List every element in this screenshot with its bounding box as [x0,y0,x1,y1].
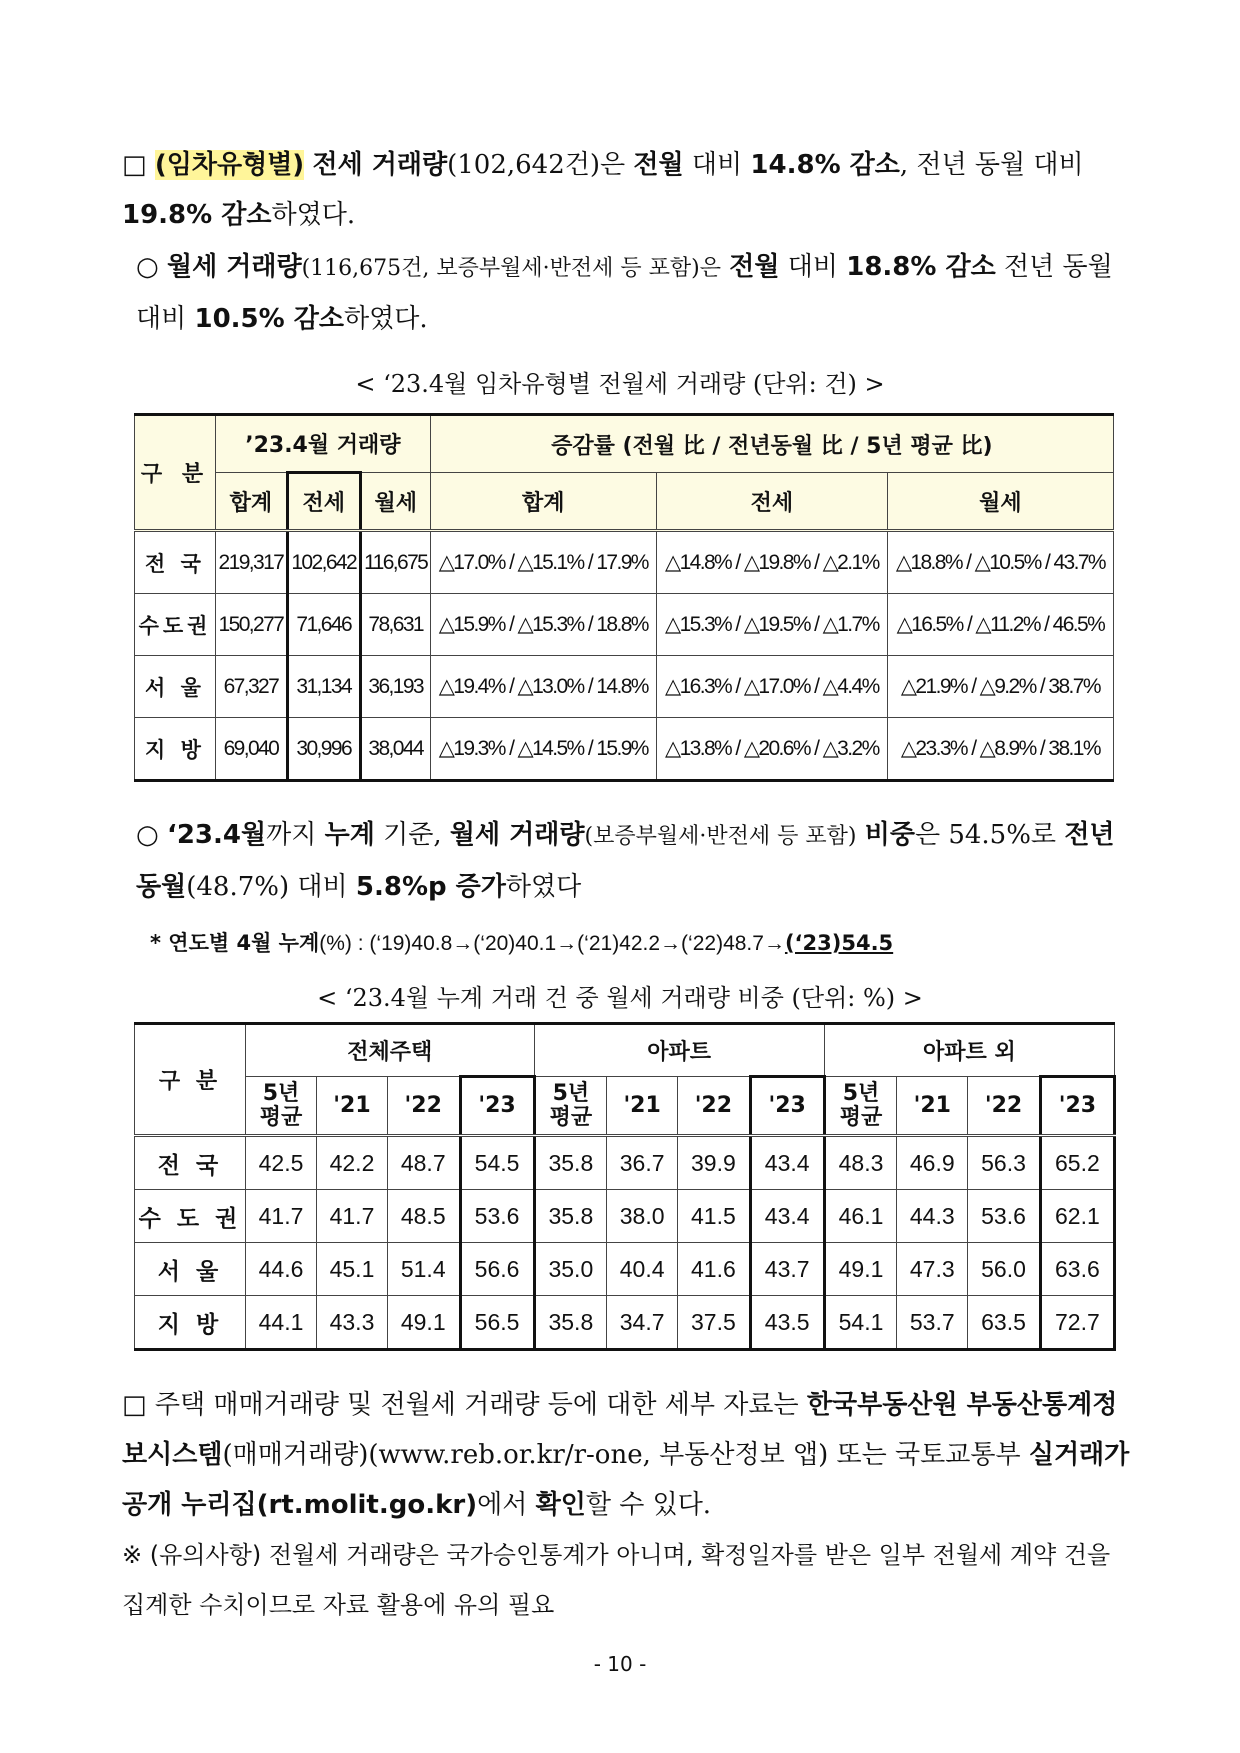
highlight-tag: (임차유형별) [154,150,305,180]
table-cell: △18.8% / △10.5% / 43.7% [887,531,1113,594]
table-cell: 56.3 [968,1136,1041,1190]
text: 확인 [535,1490,586,1520]
table-cell: 67,327 [216,656,288,718]
header-rate: 증감률 (전월 比 / 전년동월 比 / 5년 평균 比) [430,415,1113,473]
table-cell: 102,642 [287,531,360,594]
text: 18.8% 감소 [846,252,996,282]
subheader: '21 [897,1077,968,1136]
table-cell: 56.6 [460,1243,534,1296]
text: (116,675건, 보증부월세·반전세 등 포함)은 [301,256,721,281]
table-cell: 56.5 [460,1296,534,1350]
text: ‘23.4월 [166,820,267,850]
row-label: 서 울 [135,656,216,718]
table-cell: △13.8% / △20.6% / △3.2% [656,718,887,781]
row-label: 수도권 [135,594,216,656]
subheader: 5년 평균 [824,1077,897,1136]
subheader: '21 [316,1077,387,1136]
row-label: 서 울 [135,1243,246,1296]
text: 전월 [729,252,780,282]
bullet: □ [122,150,147,180]
paragraph-monthly-rent [122,242,1146,344]
table-cell: 53.6 [460,1190,534,1243]
subheader: '22 [968,1077,1041,1136]
table-cell: 53.7 [897,1296,968,1350]
subheader-2: 월세 [360,473,430,531]
table-cell: 43.5 [750,1296,824,1350]
text: * 연도별 4월 누계 [150,931,320,955]
subheader: '23 [1040,1077,1114,1136]
text: 한국부동산원 부동산통계정보시스템 [122,1390,1118,1470]
subheader: '23 [750,1077,824,1136]
text: 은 [914,820,941,850]
table-cell: 45.1 [316,1243,387,1296]
text: 까지 [266,820,317,850]
table-cell: 38.0 [607,1190,678,1243]
table-cell: 49.1 [824,1243,897,1296]
table-cell: 44.3 [897,1190,968,1243]
text: (102,642건)은 [447,150,626,180]
row-label: 전 국 [135,531,216,594]
table-cell: 69,040 [216,718,288,781]
row-label: 지 방 [135,1296,246,1350]
table-cell: △14.8% / △19.8% / △2.1% [656,531,887,594]
table-cell: 53.6 [968,1190,1041,1243]
table-cell: △19.4% / △13.0% / 14.8% [430,656,656,718]
table-cell: △15.3% / △19.5% / △1.7% [656,594,887,656]
table-cell: 43.3 [316,1296,387,1350]
table-cell: 116,675 [360,531,430,594]
table-cell: 44.6 [246,1243,317,1296]
text: 5.8%p 증가 [355,872,506,902]
table-cell: 31,134 [287,656,360,718]
group-header: 아파트 [534,1024,824,1077]
text: ※ [122,1541,143,1569]
paragraph-data-source [122,1380,1132,1530]
lease-volume-table [134,413,1114,782]
table-cell: 63.5 [968,1296,1041,1350]
subheader: 5년 평균 [534,1077,607,1136]
table-cell: 35.0 [534,1243,607,1296]
table-cell: 46.9 [897,1136,968,1190]
subheader-3: 합계 [430,473,656,531]
table-cell: 62.1 [1040,1190,1114,1243]
bullet: □ [122,1390,147,1420]
table-cell: 56.0 [968,1243,1041,1296]
table-cell: 78,631 [360,594,430,656]
subheader: '21 [607,1077,678,1136]
page-number: - 10 - [593,1652,647,1676]
subheader-5: 월세 [887,473,1113,531]
yearly-note [150,918,1160,969]
row-label: 수 도 권 [135,1190,246,1243]
table-cell: 47.3 [897,1243,968,1296]
table-cell: 35.8 [534,1136,607,1190]
table-cell: 48.3 [824,1136,897,1190]
text: (‘23)54.5 [784,931,894,955]
table-cell: 43.7 [750,1243,824,1296]
table-cell: 34.7 [607,1296,678,1350]
text: 월세 거래량 [449,820,585,850]
table-cell: △19.3% / △14.5% / 15.9% [430,718,656,781]
caution-note [122,1530,1132,1630]
subheader: 5년 평균 [246,1077,317,1136]
table-cell: 30,996 [287,718,360,781]
subheader: '23 [460,1077,534,1136]
text: 할 수 있다. [585,1490,712,1520]
table-cell: 42.2 [316,1136,387,1190]
text: 또는 국토교통부 [836,1440,1021,1470]
table-cell: △16.3% / △17.0% / △4.4% [656,656,887,718]
table-cell: 41.6 [678,1243,751,1296]
bullet: ○ [136,252,159,282]
table-cell: 40.4 [607,1243,678,1296]
table-cell: △23.3% / △8.9% / 38.1% [887,718,1113,781]
text: 실거래가 공개 누리집(rt.molit.go.kr) [122,1440,1130,1520]
table-cell: △17.0% / △15.1% / 17.9% [430,531,656,594]
table1-caption: < ‘23.4월 임차유형별 전월세 거래량 (단위: 건) > [355,370,885,398]
header-gubun: 구 분 [135,415,216,531]
row-label: 지 방 [135,718,216,781]
row-label: 전 국 [135,1136,246,1190]
table-cell: 39.9 [678,1136,751,1190]
table2-caption: < ‘23.4월 누계 거래 건 중 월세 거래량 비중 (단위: %) > [317,984,923,1012]
bullet: ○ [136,820,159,850]
monthly-rent-share-table [134,1022,1116,1351]
subheader: '22 [678,1077,751,1136]
text: 대비 [691,150,743,180]
table-cell: 41.5 [678,1190,751,1243]
text: (매매거래량)(www.reb.or.kr/r-one, 부동산정보 앱) [222,1440,829,1470]
table-cell: 63.6 [1040,1243,1114,1296]
table-cell: 38,044 [360,718,430,781]
text: 전년 동월 대비 [136,252,1113,334]
table-cell: 150,277 [216,594,288,656]
header-volume: ’23.4월 거래량 [216,415,431,473]
text: 10.5% 감소 [194,304,344,334]
table-cell: △16.5% / △11.2% / 46.5% [887,594,1113,656]
table-cell: △15.9% / △15.3% / 18.8% [430,594,656,656]
table-cell: 41.7 [316,1190,387,1243]
text: 전월 [633,150,684,180]
table-cell: 72.7 [1040,1296,1114,1350]
text: 전년 동월 [136,820,1115,902]
table-cell: 44.1 [246,1296,317,1350]
text: 기준, [383,820,442,850]
subheader-1: 전세 [287,473,360,531]
table-cell: 36.7 [607,1136,678,1190]
table-cell: 219,317 [216,531,288,594]
text: 14.8% 감소 [750,150,900,180]
text: (보증부월세·반전세 등 포함) [584,824,857,849]
text: (%) : (‘19)40.8→(‘20)40.1→(‘21)42.2→(‘22)48.7→ [319,932,785,955]
table-cell: △21.9% / △9.2% / 38.7% [887,656,1113,718]
group-header: 전체주택 [246,1024,535,1077]
text: 월세 거래량 [166,252,302,282]
text: , 전년 동월 대비 [899,150,1084,180]
text: 비중 [864,820,915,850]
table-cell: 36,193 [360,656,430,718]
text: 주택 매매거래량 및 전월세 거래량 등에 대한 세부 자료는 [154,1390,799,1420]
table-cell: 35.8 [534,1296,607,1350]
text: 대비 [787,252,838,282]
table-cell: 48.5 [387,1190,460,1243]
text: 19.8% 감소 [122,200,272,230]
table-cell: 51.4 [387,1243,460,1296]
subheader-0: 합계 [216,473,288,531]
header-gubun: 구 분 [135,1024,246,1136]
text: 54.5%로 [948,820,1057,850]
table-cell: 43.4 [750,1136,824,1190]
paragraph-cumulative-share [122,810,1146,912]
table-cell: 43.4 [750,1190,824,1243]
text: 하였다. [271,200,356,230]
table-cell: 46.1 [824,1190,897,1243]
subheader: '22 [387,1077,460,1136]
table-cell: 48.7 [387,1136,460,1190]
text: (유의사항) 전월세 거래량은 국가승인통계가 아니며, 확정일자를 받은 일부 전월세 계약 건을 집계한 수치이므로 자료 활용에 유의 필요 [122,1541,1111,1619]
table-cell: 37.5 [678,1296,751,1350]
text: 전세 거래량 [312,150,448,180]
text: 누계 [324,820,375,850]
table-cell: 54.1 [824,1296,897,1350]
table-cell: 35.8 [534,1190,607,1243]
text: 에서 [477,1490,528,1520]
table-cell: 65.2 [1040,1136,1114,1190]
table-cell: 41.7 [246,1190,317,1243]
text: (48.7%) 대비 [186,872,348,902]
table-cell: 71,646 [287,594,360,656]
subheader-4: 전세 [656,473,887,531]
paragraph-lease-type [122,140,1132,240]
text: 하였다. [343,304,428,334]
group-header: 아파트 외 [824,1024,1114,1077]
table-cell: 49.1 [387,1296,460,1350]
table-cell: 42.5 [246,1136,317,1190]
table-cell: 54.5 [460,1136,534,1190]
text: 하였다 [505,872,582,902]
